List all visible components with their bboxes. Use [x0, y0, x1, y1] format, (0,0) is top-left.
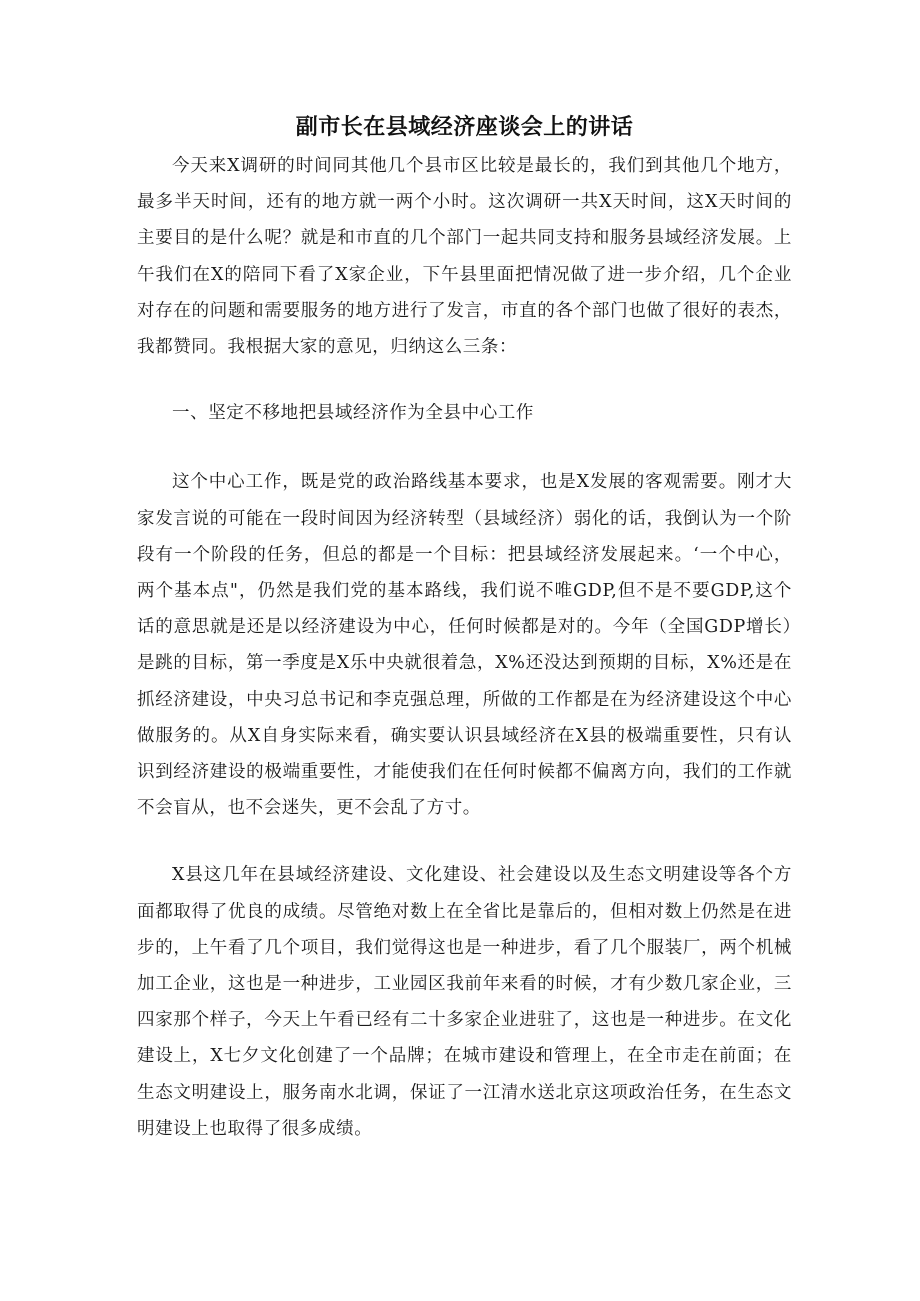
spacer: [137, 431, 792, 464]
spacer: [137, 365, 792, 395]
paragraph-central-work: 这个中心工作，既是党的政治路线基本要求，也是X发展的客观需要。刚才大家发言说的可能在一段时间因为经济转型（县域经济）弱化的话，我倒认为一个阶段有一个阶段的任务，但总的都是一个目标：把县域经济发展起来。‘一个中心，两个基本点"，仍然是我们党的基本路线，我们说不唯GDP,但不是不要GDP,这个话的意思就是还是以经济建设为中心，任何时候都是对的。今年（全国GDP增长）是跳的目标，第一季度是X乐中央就很着急，X%还没达到预期的目标，X%还是在抓经济建设，中央习总书记和李克强总理，所做的工作都是在为经济建设这个中心做服务的。从X自身实际来看，确实要认识县域经济在X县的极端重要性，只有认识到经济建设的极端重要性，才能使我们在任何时候都不偏离方向，我们的工作就不会盲从，也不会迷失，更不会乱了方寸。: [137, 472, 792, 819]
document-title: 副市长在县域经济座谈会上的讲话: [295, 115, 634, 140]
document-page: [137, 108, 792, 1147]
spacer: [137, 826, 792, 857]
section-heading-1: 一、坚定不移地把县域经济作为全县中心工作: [172, 403, 534, 424]
paragraph-achievements: X县这几年在县域经济建设、文化建设、社会建设以及生态文明建设等各个方面都取得了优良的成绩。尽管绝对数上在全省比是靠后的，但相对数上仍然是在进步的，上午看了几个项目，我们觉得这也是一种进步，看了几个服装厂，两个机械加工企业，这也是一种进步，工业园区我前年来看的时候，才有少数几家企业，三四家那个样子，今天上午看已经有二十多家企业进驻了，这也是一种进步。在文化建设上，X七夕文化创建了一个品牌；在城市建设和管理上，在全市走在前面；在生态文明建设上，服务南水北调，保证了一江清水送北京这项政治任务，在生态文明建设上也取得了很多成绩。: [137, 865, 792, 1139]
paragraph-intro: 今天来X调研的时间同其他几个县市区比较是最长的，我们到其他几个地方，最多半天时间，还有的地方就一两个小时。这次调研一共X天时间，这X天时间的主要目的是什么呢？就是和市直的几个部门一起共同支持和服务县域经济发展。上午我们在X的陪同下看了X家企业，下午县里面把情况做了进一步介绍，几个企业对存在的问题和需要服务的地方进行了发言，市直的各个部门也做了很好的表杰，我都赞同。我根据大家的意见，归纳这么三条：: [137, 156, 792, 358]
